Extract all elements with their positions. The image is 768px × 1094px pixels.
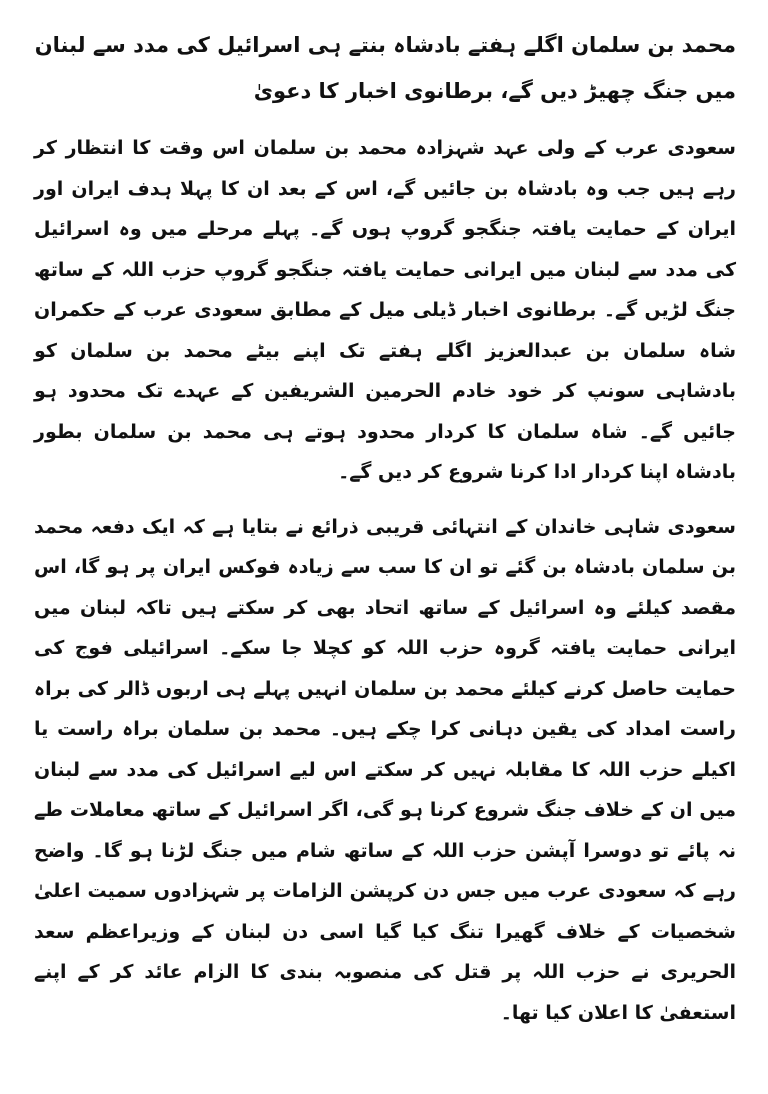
- article: [34, 22, 736, 1033]
- article-paragraph: سعودی عرب کے ولی عہد شہزادہ محمد بن سلمان اس وقت کا انتظار کر رہے ہیں جب وہ بادشاہ بن جائیں گے، اس کے بعد ان کا پہلا ہدف ایران اور ایران کے حمایت یافتہ جنگجو گروپ ہوں گے۔ پہلے مرحلے میں وہ اسرائیل کی مدد سے لبنان میں ایرانی حمایت یافتہ جنگجو گروپ حزب اللہ کے ساتھ جنگ لڑیں گے۔ برطانوی اخبار ڈیلی میل کے مطابق سعودی عرب کے حکمران شاہ سلمان بن عبدالعزیز اگلے ہفتے تک اپنے بیٹے محمد بن سلمان کو بادشاہی سونپ کر خود خادم الحرمین الشریفین کے عہدے تک محدود ہو جائیں گے۔ شاہ سلمان کا کردار محدود ہوتے ہی محمد بن سلمان بطور بادشاہ اپنا کردار ادا کرنا شروع کر دیں گے۔: [34, 137, 736, 483]
- article-paragraph: سعودی شاہی خاندان کے انتہائی قریبی ذرائع نے بتایا ہے کہ ایک دفعہ محمد بن سلمان بادشاہ بن گئے تو ان کا سب سے زیادہ فوکس ایران پر ہو گا، اس مقصد کیلئے وہ اسرائیل کے ساتھ اتحاد بھی کر سکتے ہیں تاکہ لبنان میں ایرانی حمایت یافتہ گروہ حزب اللہ کو کچلا جا سکے۔ اسرائیلی فوج کی حمایت حاصل کرنے کیلئے محمد بن سلمان انہیں پہلے ہی اربوں ڈالر کی براہ راست امداد کی یقین دہانی کرا چکے ہیں۔ محمد بن سلمان براہ راست یا اکیلے حزب اللہ کا مقابلہ نہیں کر سکتے اس لیے اسرائیل کی مدد سے لبنان میں ان کے خلاف جنگ شروع کرنا ہو گی، اگر اسرائیل کے ساتھ معاملات طے نہ پائے تو دوسرا آپشن حزب اللہ کے ساتھ شام میں جنگ لڑنا ہو گا۔ واضح رہے کہ سعودی عرب میں جس دن کرپشن الزامات پر شہزادوں سمیت اعلیٰ شخصیات کے خلاف گھیرا تنگ کیا گیا اسی دن لبنان کے وزیراعظم سعد الحریری نے حزب اللہ پر قتل کی منصوبہ بندی کا الزام عائد کر کے اپنے استعفیٰ کا اعلان کیا تھا۔: [34, 515, 736, 1024]
- article-headline: محمد بن سلمان اگلے ہفتے بادشاہ بنتے ہی اسرائیل کی مدد سے لبنان میں جنگ چھیڑ دیں گے، برطانوی اخبار کا دعویٰ: [34, 33, 736, 103]
